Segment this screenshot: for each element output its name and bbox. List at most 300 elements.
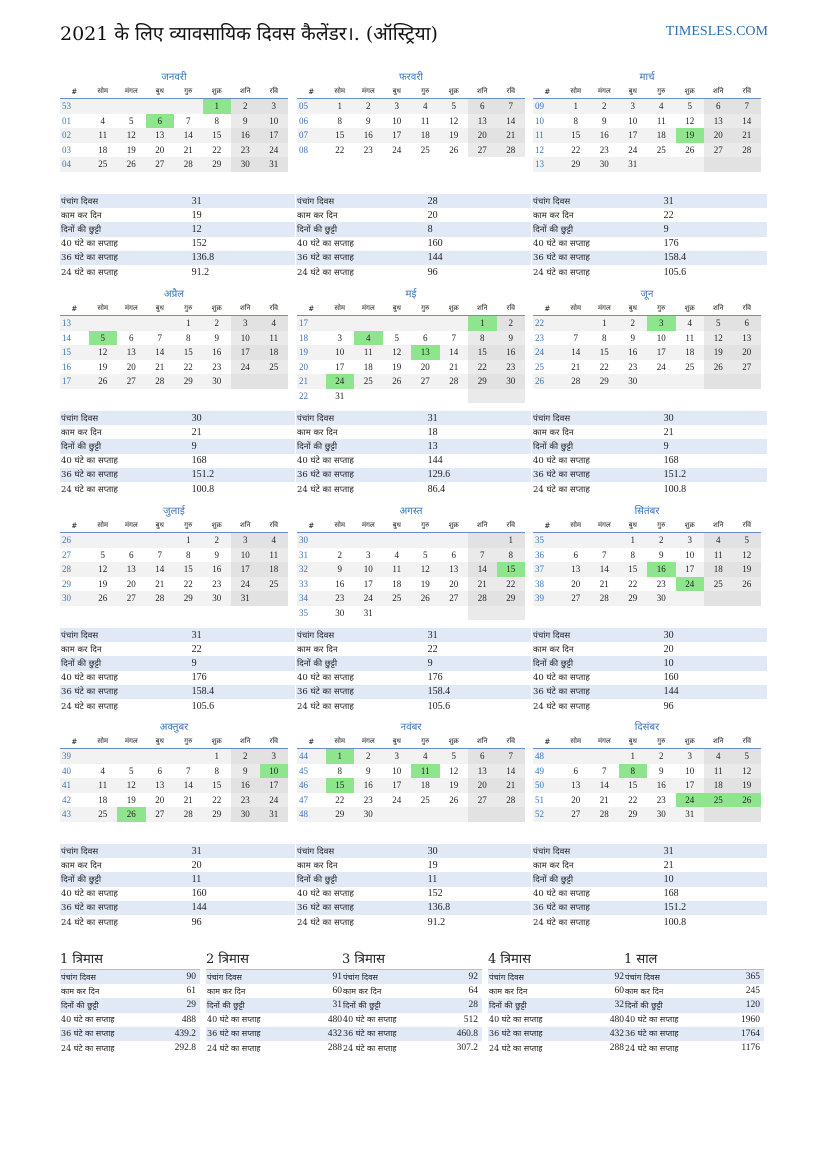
day-cell[interactable]: 2 — [497, 316, 526, 331]
day-cell[interactable]: 8 — [214, 115, 219, 126]
day-cell[interactable]: 10 — [628, 115, 638, 126]
day-cell[interactable]: 9 — [659, 765, 664, 776]
day-cell[interactable]: 31 — [260, 807, 289, 822]
day-cell[interactable]: 1 — [326, 749, 355, 764]
day-cell[interactable]: 5 — [100, 549, 105, 560]
day-cell[interactable]: 4 — [100, 765, 105, 776]
day-cell[interactable]: 18 — [411, 778, 440, 793]
day-cell[interactable]: 21 — [449, 361, 459, 372]
day-cell[interactable]: 19 — [733, 562, 762, 577]
day-cell[interactable]: 24 — [260, 793, 289, 808]
day-cell[interactable]: 28 — [497, 143, 526, 158]
day-cell[interactable]: 5 — [733, 533, 762, 548]
day-cell[interactable]: 2 — [203, 533, 232, 548]
day-cell[interactable]: 22 — [335, 144, 345, 155]
day-cell[interactable]: 3 — [676, 749, 705, 764]
day-cell[interactable]: 19 — [704, 345, 733, 360]
day-cell[interactable]: 16 — [647, 778, 676, 793]
day-cell[interactable]: 26 — [449, 794, 459, 805]
day-cell[interactable]: 14 — [146, 345, 175, 360]
day-cell[interactable]: 28 — [733, 143, 762, 158]
day-cell[interactable]: 5 — [733, 749, 762, 764]
day-cell[interactable]: 6 — [423, 332, 428, 343]
day-cell[interactable]: 21 — [599, 794, 609, 805]
day-cell[interactable]: 20 — [155, 794, 165, 805]
day-cell[interactable]: 1 — [497, 533, 526, 548]
day-cell[interactable]: 25 — [420, 144, 430, 155]
day-cell[interactable]: 13 — [411, 345, 440, 360]
day-cell[interactable]: 24 — [231, 577, 260, 592]
day-cell[interactable]: 2 — [647, 749, 676, 764]
day-cell[interactable]: 8 — [630, 549, 635, 560]
day-cell[interactable]: 12 — [704, 331, 733, 346]
day-cell[interactable]: 26 — [733, 793, 762, 808]
day-cell[interactable]: 29 — [174, 591, 203, 606]
day-cell[interactable]: 13 — [562, 562, 591, 577]
day-cell[interactable]: 16 — [354, 128, 383, 143]
day-cell[interactable]: 28 — [497, 793, 526, 808]
day-cell[interactable]: 27 — [562, 807, 591, 822]
day-cell[interactable]: 29 — [326, 807, 355, 822]
day-cell[interactable]: 2 — [231, 99, 260, 114]
day-cell[interactable]: 9 — [326, 562, 355, 577]
day-cell[interactable]: 26 — [383, 374, 412, 389]
day-cell[interactable]: 24 — [231, 360, 260, 375]
day-cell[interactable]: 14 — [590, 562, 619, 577]
day-cell[interactable]: 1 — [174, 533, 203, 548]
day-cell[interactable]: 17 — [335, 361, 345, 372]
day-cell[interactable]: 19 — [420, 578, 430, 589]
day-cell[interactable]: 3 — [647, 316, 676, 331]
day-cell[interactable]: 3 — [366, 549, 371, 560]
day-cell[interactable]: 6 — [146, 114, 175, 129]
day-cell[interactable]: 12 — [383, 345, 412, 360]
day-cell[interactable]: 13 — [468, 114, 497, 129]
day-cell[interactable]: 15 — [468, 345, 497, 360]
day-cell[interactable]: 30 — [497, 374, 526, 389]
day-cell[interactable]: 23 — [628, 361, 638, 372]
day-cell[interactable]: 25 — [656, 144, 666, 155]
day-cell[interactable]: 31 — [676, 807, 705, 822]
day-cell[interactable]: 2 — [337, 549, 342, 560]
day-cell[interactable]: 8 — [214, 765, 219, 776]
day-cell[interactable]: 26 — [89, 591, 118, 606]
day-cell[interactable]: 31 — [260, 157, 289, 172]
day-cell[interactable]: 2 — [590, 99, 619, 114]
day-cell[interactable]: 1 — [562, 99, 591, 114]
day-cell[interactable]: 10 — [685, 549, 695, 560]
day-cell[interactable]: 1 — [174, 316, 203, 331]
day-cell[interactable]: 7 — [186, 115, 191, 126]
day-cell[interactable]: 31 — [363, 607, 373, 618]
day-cell[interactable]: 24 — [326, 374, 355, 389]
day-cell[interactable]: 16 — [231, 778, 260, 793]
day-cell[interactable]: 4 — [704, 749, 733, 764]
day-cell[interactable]: 9 — [231, 764, 260, 779]
day-cell[interactable]: 23 — [231, 143, 260, 158]
day-cell[interactable]: 29 — [203, 157, 232, 172]
day-cell[interactable]: 17 — [383, 128, 412, 143]
day-cell[interactable]: 19 — [126, 144, 136, 155]
day-cell[interactable]: 18 — [260, 345, 289, 360]
day-cell[interactable]: 11 — [89, 778, 118, 793]
day-cell[interactable]: 30 — [335, 607, 345, 618]
day-cell[interactable]: 10 — [685, 765, 695, 776]
day-cell[interactable]: 29 — [497, 591, 526, 606]
day-cell[interactable]: 22 — [497, 577, 526, 592]
day-cell[interactable]: 30 — [619, 374, 648, 389]
day-cell[interactable]: 29 — [203, 807, 232, 822]
day-cell[interactable]: 11 — [704, 764, 733, 779]
day-cell[interactable]: 14 — [562, 345, 591, 360]
day-cell[interactable]: 4 — [394, 549, 399, 560]
day-cell[interactable]: 22 — [571, 144, 581, 155]
day-cell[interactable]: 1 — [619, 533, 648, 548]
day-cell[interactable]: 27 — [468, 143, 497, 158]
day-cell[interactable]: 7 — [497, 749, 526, 764]
day-cell[interactable]: 27 — [440, 591, 469, 606]
day-cell[interactable]: 15 — [203, 778, 232, 793]
day-cell[interactable]: 20 — [468, 128, 497, 143]
day-cell[interactable]: 24 — [392, 144, 402, 155]
day-cell[interactable]: 15 — [326, 778, 355, 793]
day-cell[interactable]: 21 — [599, 578, 609, 589]
day-cell[interactable]: 3 — [383, 99, 412, 114]
day-cell[interactable]: 19 — [126, 794, 136, 805]
day-cell[interactable]: 25 — [685, 361, 695, 372]
day-cell[interactable]: 23 — [363, 794, 373, 805]
day-cell[interactable]: 21 — [468, 577, 497, 592]
day-cell[interactable]: 10 — [326, 345, 355, 360]
day-cell[interactable]: 29 — [590, 374, 619, 389]
day-cell[interactable]: 30 — [647, 591, 676, 606]
day-cell[interactable]: 8 — [602, 332, 607, 343]
day-cell[interactable]: 24 — [656, 361, 666, 372]
day-cell[interactable]: 20 — [126, 361, 136, 372]
day-cell[interactable]: 13 — [117, 562, 146, 577]
day-cell[interactable]: 8 — [497, 548, 526, 563]
day-cell[interactable]: 14 — [497, 764, 526, 779]
day-cell[interactable]: 10 — [260, 114, 289, 129]
day-cell[interactable]: 20 — [420, 361, 430, 372]
day-cell[interactable]: 18 — [704, 562, 733, 577]
day-cell[interactable]: 18 — [411, 128, 440, 143]
day-cell[interactable]: 30 — [354, 807, 383, 822]
day-cell[interactable]: 6 — [468, 749, 497, 764]
day-cell[interactable]: 18 — [647, 128, 676, 143]
day-cell[interactable]: 21 — [155, 578, 165, 589]
day-cell[interactable]: 29 — [562, 157, 591, 172]
day-cell[interactable]: 12 — [733, 764, 762, 779]
day-cell[interactable]: 16 — [354, 778, 383, 793]
day-cell[interactable]: 15 — [562, 128, 591, 143]
day-cell[interactable]: 20 — [155, 144, 165, 155]
day-cell[interactable]: 21 — [497, 778, 526, 793]
day-cell[interactable]: 17 — [676, 778, 705, 793]
day-cell[interactable]: 29 — [619, 591, 648, 606]
day-cell[interactable]: 9 — [366, 115, 371, 126]
day-cell[interactable]: 30 — [231, 807, 260, 822]
day-cell[interactable]: 1 — [203, 749, 232, 764]
day-cell[interactable]: 26 — [449, 144, 459, 155]
day-cell[interactable]: 10 — [231, 331, 260, 346]
day-cell[interactable]: 11 — [383, 562, 412, 577]
day-cell[interactable]: 28 — [174, 807, 203, 822]
day-cell[interactable]: 5 — [89, 331, 118, 346]
day-cell[interactable]: 16 — [203, 562, 232, 577]
day-cell[interactable]: 29 — [619, 807, 648, 822]
day-cell[interactable]: 4 — [260, 533, 289, 548]
day-cell[interactable]: 7 — [157, 332, 162, 343]
day-cell[interactable]: 16 — [590, 128, 619, 143]
day-cell[interactable]: 20 — [468, 778, 497, 793]
day-cell[interactable]: 12 — [449, 765, 459, 776]
day-cell[interactable]: 28 — [590, 807, 619, 822]
day-cell[interactable]: 17 — [383, 778, 412, 793]
day-cell[interactable]: 25 — [383, 591, 412, 606]
day-cell[interactable]: 11 — [260, 548, 289, 563]
day-cell[interactable]: 2 — [354, 749, 383, 764]
day-cell[interactable]: 13 — [117, 345, 146, 360]
day-cell[interactable]: 19 — [440, 778, 469, 793]
day-cell[interactable]: 22 — [628, 794, 638, 805]
day-cell[interactable]: 23 — [656, 794, 666, 805]
day-cell[interactable]: 28 — [440, 374, 469, 389]
day-cell[interactable]: 16 — [619, 345, 648, 360]
day-cell[interactable]: 16 — [203, 345, 232, 360]
day-cell[interactable]: 9 — [659, 549, 664, 560]
day-cell[interactable]: 4 — [260, 316, 289, 331]
day-cell[interactable]: 26 — [117, 157, 146, 172]
day-cell[interactable]: 1 — [203, 99, 232, 114]
day-cell[interactable]: 27 — [704, 143, 733, 158]
day-cell[interactable]: 19 — [733, 778, 762, 793]
day-cell[interactable]: 25 — [260, 360, 289, 375]
day-cell[interactable]: 8 — [186, 549, 191, 560]
day-cell[interactable]: 18 — [704, 778, 733, 793]
day-cell[interactable]: 3 — [619, 99, 648, 114]
day-cell[interactable]: 24 — [260, 143, 289, 158]
day-cell[interactable]: 30 — [203, 591, 232, 606]
day-cell[interactable]: 23 — [656, 578, 666, 589]
day-cell[interactable]: 25 — [354, 374, 383, 389]
day-cell[interactable]: 22 — [183, 578, 193, 589]
day-cell[interactable]: 30 — [590, 157, 619, 172]
day-cell[interactable]: 17 — [676, 562, 705, 577]
day-cell[interactable]: 6 — [129, 332, 134, 343]
day-cell[interactable]: 20 — [571, 794, 581, 805]
day-cell[interactable]: 30 — [203, 374, 232, 389]
day-cell[interactable]: 26 — [685, 144, 695, 155]
day-cell[interactable]: 15 — [174, 562, 203, 577]
day-cell[interactable]: 14 — [440, 345, 469, 360]
day-cell[interactable]: 18 — [98, 794, 108, 805]
day-cell[interactable]: 17 — [231, 345, 260, 360]
day-cell[interactable]: 27 — [146, 807, 175, 822]
day-cell[interactable]: 21 — [497, 128, 526, 143]
day-cell[interactable]: 7 — [157, 549, 162, 560]
day-cell[interactable]: 24 — [628, 144, 638, 155]
day-cell[interactable]: 12 — [89, 345, 118, 360]
day-cell[interactable]: 14 — [468, 562, 497, 577]
day-cell[interactable]: 18 — [363, 361, 373, 372]
day-cell[interactable]: 6 — [129, 549, 134, 560]
day-cell[interactable]: 2 — [203, 316, 232, 331]
day-cell[interactable]: 26 — [117, 807, 146, 822]
day-cell[interactable]: 12 — [449, 115, 459, 126]
day-cell[interactable]: 22 — [599, 361, 609, 372]
day-cell[interactable]: 18 — [392, 578, 402, 589]
day-cell[interactable]: 30 — [647, 807, 676, 822]
day-cell[interactable]: 5 — [129, 115, 134, 126]
day-cell[interactable]: 11 — [89, 128, 118, 143]
day-cell[interactable]: 10 — [260, 764, 289, 779]
day-cell[interactable]: 16 — [231, 128, 260, 143]
day-cell[interactable]: 28 — [562, 374, 591, 389]
day-cell[interactable]: 27 — [468, 793, 497, 808]
day-cell[interactable]: 25 — [704, 793, 733, 808]
day-cell[interactable]: 21 — [155, 361, 165, 372]
day-cell[interactable]: 22 — [335, 794, 345, 805]
site-link[interactable]: TIMESLES.COM — [665, 24, 768, 39]
day-cell[interactable]: 8 — [186, 332, 191, 343]
day-cell[interactable]: 15 — [174, 345, 203, 360]
day-cell[interactable]: 16 — [335, 578, 345, 589]
day-cell[interactable]: 27 — [733, 360, 762, 375]
day-cell[interactable]: 24 — [676, 793, 705, 808]
day-cell[interactable]: 15 — [619, 562, 648, 577]
day-cell[interactable]: 17 — [619, 128, 648, 143]
day-cell[interactable]: 6 — [468, 99, 497, 114]
day-cell[interactable]: 11 — [656, 115, 666, 126]
day-cell[interactable]: 5 — [440, 99, 469, 114]
day-cell[interactable]: 8 — [468, 331, 497, 346]
day-cell[interactable]: 31 — [619, 157, 648, 172]
day-cell[interactable]: 20 — [704, 128, 733, 143]
day-cell[interactable]: 29 — [468, 374, 497, 389]
day-cell[interactable]: 22 — [468, 360, 497, 375]
day-cell[interactable]: 8 — [337, 765, 342, 776]
day-cell[interactable]: 22 — [212, 144, 222, 155]
day-cell[interactable]: 25 — [89, 157, 118, 172]
day-cell[interactable]: 7 — [733, 99, 762, 114]
day-cell[interactable]: 20 — [449, 578, 459, 589]
day-cell[interactable]: 15 — [619, 778, 648, 793]
day-cell[interactable]: 7 — [602, 765, 607, 776]
day-cell[interactable]: 20 — [571, 578, 581, 589]
day-cell[interactable]: 10 — [656, 332, 666, 343]
day-cell[interactable]: 6 — [451, 549, 456, 560]
day-cell[interactable]: 3 — [260, 749, 289, 764]
day-cell[interactable]: 27 — [117, 374, 146, 389]
day-cell[interactable]: 6 — [704, 99, 733, 114]
day-cell[interactable]: 23 — [326, 591, 355, 606]
day-cell[interactable]: 1 — [468, 316, 497, 331]
day-cell[interactable]: 18 — [98, 144, 108, 155]
day-cell[interactable]: 12 — [685, 115, 695, 126]
day-cell[interactable]: 4 — [100, 115, 105, 126]
day-cell[interactable]: 3 — [231, 533, 260, 548]
day-cell[interactable]: 14 — [733, 114, 762, 129]
day-cell[interactable]: 23 — [212, 578, 222, 589]
day-cell[interactable]: 13 — [733, 331, 762, 346]
day-cell[interactable]: 19 — [440, 128, 469, 143]
day-cell[interactable]: 23 — [497, 360, 526, 375]
day-cell[interactable]: 10 — [392, 115, 402, 126]
day-cell[interactable]: 13 — [468, 764, 497, 779]
day-cell[interactable]: 16 — [647, 562, 676, 577]
day-cell[interactable]: 28 — [590, 591, 619, 606]
day-cell[interactable]: 7 — [468, 548, 497, 563]
day-cell[interactable]: 22 — [628, 578, 638, 589]
day-cell[interactable]: 21 — [571, 361, 581, 372]
day-cell[interactable]: 13 — [440, 562, 469, 577]
day-cell[interactable]: 18 — [260, 562, 289, 577]
day-cell[interactable]: 22 — [183, 361, 193, 372]
day-cell[interactable]: 19 — [392, 361, 402, 372]
day-cell[interactable]: 11 — [354, 345, 383, 360]
day-cell[interactable]: 19 — [98, 578, 108, 589]
day-cell[interactable]: 9 — [214, 332, 219, 343]
day-cell[interactable]: 2 — [619, 316, 648, 331]
day-cell[interactable]: 21 — [733, 128, 762, 143]
day-cell[interactable]: 1 — [619, 749, 648, 764]
day-cell[interactable]: 13 — [146, 128, 175, 143]
day-cell[interactable]: 9 — [366, 765, 371, 776]
day-cell[interactable]: 28 — [468, 591, 497, 606]
day-cell[interactable]: 5 — [394, 332, 399, 343]
day-cell[interactable]: 14 — [146, 562, 175, 577]
day-cell[interactable]: 2 — [354, 99, 383, 114]
day-cell[interactable]: 26 — [411, 591, 440, 606]
day-cell[interactable]: 31 — [231, 591, 260, 606]
day-cell[interactable]: 27 — [117, 591, 146, 606]
day-cell[interactable]: 23 — [599, 144, 609, 155]
day-cell[interactable]: 12 — [733, 548, 762, 563]
day-cell[interactable]: 4 — [704, 533, 733, 548]
day-cell[interactable]: 20 — [733, 345, 762, 360]
day-cell[interactable]: 15 — [203, 128, 232, 143]
day-cell[interactable]: 3 — [260, 99, 289, 114]
day-cell[interactable]: 11 — [260, 331, 289, 346]
day-cell[interactable]: 18 — [676, 345, 705, 360]
day-cell[interactable]: 9 — [497, 331, 526, 346]
day-cell[interactable]: 17 — [260, 778, 289, 793]
day-cell[interactable]: 23 — [231, 793, 260, 808]
day-cell[interactable]: 19 — [98, 361, 108, 372]
day-cell[interactable]: 27 — [146, 157, 175, 172]
day-cell[interactable]: 9 — [214, 549, 219, 560]
day-cell[interactable]: 30 — [231, 157, 260, 172]
day-cell[interactable]: 13 — [704, 114, 733, 129]
day-cell[interactable]: 24 — [354, 591, 383, 606]
day-cell[interactable]: 21 — [183, 794, 193, 805]
day-cell[interactable]: 28 — [146, 374, 175, 389]
day-cell[interactable]: 25 — [89, 807, 118, 822]
day-cell[interactable]: 29 — [174, 374, 203, 389]
day-cell[interactable]: 16 — [497, 345, 526, 360]
day-cell[interactable]: 5 — [676, 99, 705, 114]
day-cell[interactable]: 25 — [260, 577, 289, 592]
day-cell[interactable]: 10 — [231, 548, 260, 563]
day-cell[interactable]: 19 — [676, 128, 705, 143]
day-cell[interactable]: 15 — [497, 562, 526, 577]
day-cell[interactable]: 8 — [619, 764, 648, 779]
day-cell[interactable]: 13 — [562, 778, 591, 793]
day-cell[interactable]: 7 — [497, 99, 526, 114]
day-cell[interactable]: 8 — [573, 115, 578, 126]
day-cell[interactable]: 5 — [704, 316, 733, 331]
